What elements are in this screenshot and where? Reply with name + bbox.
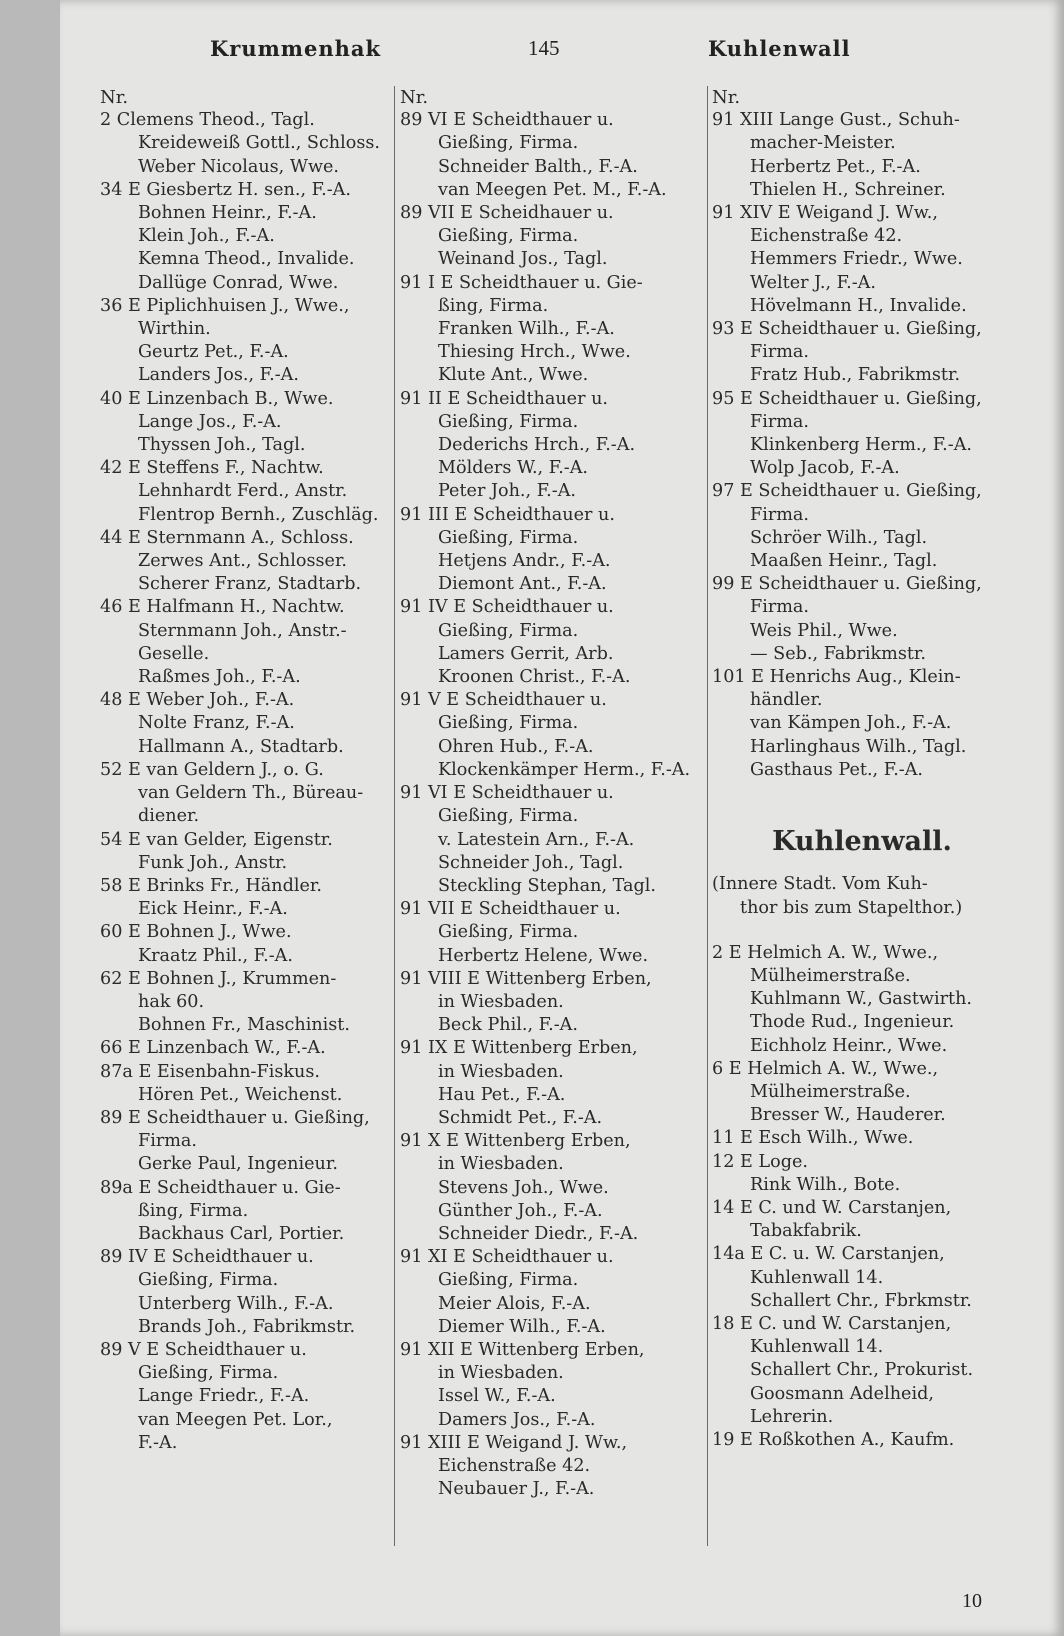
entry-continuation-line: Thyssen Joh., Tagl. bbox=[138, 435, 306, 456]
entry-continuation-line: Lange Jos., F.-A. bbox=[138, 411, 282, 432]
entry-continuation-line: Beck Phil., F.-A. bbox=[438, 1015, 578, 1036]
entry-line: 52 E van Geldern J., o. G. bbox=[100, 759, 324, 780]
entry-continuation-line: Herbertz Helene, Wwe. bbox=[438, 945, 649, 966]
entry-continuation-line: Gießing, Firma. bbox=[438, 620, 579, 641]
entry-line: 91 IX E Wittenberg Erben, bbox=[400, 1038, 638, 1059]
column-3-entries bbox=[712, 109, 1012, 782]
entry-line: 91 X E Wittenberg Erben, bbox=[400, 1131, 631, 1152]
entry-continuation-line: Mülheimerstraße. bbox=[750, 965, 911, 986]
entry-continuation-line: Kroonen Christ., F.-A. bbox=[438, 667, 631, 688]
entry-line: 95 E Scheidthauer u. Gießing, bbox=[712, 388, 982, 409]
entry-continuation-line: ßing, Firma. bbox=[438, 295, 549, 316]
entry-continuation-line: Rink Wilh., Bote. bbox=[750, 1174, 901, 1195]
entry-continuation-line: Lehrerin. bbox=[750, 1406, 834, 1427]
entry-line: 11 E Esch Wilh., Wwe. bbox=[712, 1128, 914, 1149]
entry-continuation-line: Weis Phil., Wwe. bbox=[750, 620, 898, 641]
entry-continuation-line: Ohren Hub., F.-A. bbox=[438, 736, 594, 757]
entry-continuation-line: Hören Pet., Weichenst. bbox=[138, 1084, 343, 1105]
entry-line: 91 VII E Scheidthauer u. bbox=[400, 899, 621, 920]
entry-continuation-line: Hau Pet., F.-A. bbox=[438, 1084, 566, 1105]
entry-line: 91 VI E Scheidthauer u. bbox=[400, 783, 614, 804]
entry-continuation-line: Weinand Jos., Tagl. bbox=[438, 249, 608, 270]
entry-continuation-line: Hallmann A., Stadtarb. bbox=[138, 736, 344, 757]
entry-continuation-line: Eick Heinr., F.-A. bbox=[138, 899, 288, 920]
entry-continuation-line: Thiesing Hrch., Wwe. bbox=[438, 342, 631, 363]
entry-continuation-line: in Wiesbaden. bbox=[438, 1363, 564, 1384]
entry-continuation-line: Kuhlenwall 14. bbox=[750, 1337, 884, 1358]
entry-continuation-line: Klinkenberg Herm., F.-A. bbox=[750, 435, 972, 456]
entry-continuation-line: Tabakfabrik. bbox=[750, 1221, 862, 1242]
entry-continuation-line: Bresser W., Hauderer. bbox=[750, 1105, 946, 1126]
entry-continuation-line: Lamers Gerrit, Arb. bbox=[438, 643, 614, 664]
entry-continuation-line: Gießing, Firma. bbox=[138, 1270, 279, 1291]
column-2 bbox=[400, 86, 702, 1501]
entry-line: 91 XIII Lange Gust., Schuh- bbox=[712, 110, 960, 131]
entry-continuation-line: macher-Meister. bbox=[750, 133, 896, 154]
entry-line: 101 E Henrichs Aug., Klein- bbox=[712, 667, 961, 688]
entry-continuation-line: Schallert Chr., Fbrkmstr. bbox=[750, 1290, 972, 1311]
entry-line: 91 XIII E Weigand J. Ww., bbox=[400, 1432, 628, 1453]
entry-continuation-line: Diemont Ant., F.-A. bbox=[438, 574, 607, 595]
entry-line: 36 E Piplichhuisen J., Wwe., bbox=[100, 295, 350, 316]
entry-line: 91 I E Scheidthauer u. Gie- bbox=[400, 272, 643, 293]
entry-continuation-line: Mölders W., F.-A. bbox=[438, 458, 589, 479]
entry-continuation-line: Wirthin. bbox=[138, 319, 211, 340]
entry-line: 19 E Roßkothen A., Kaufm. bbox=[712, 1429, 955, 1450]
entry-continuation-line: Klute Ant., Wwe. bbox=[438, 365, 589, 386]
entry-line: 91 XII E Wittenberg Erben, bbox=[400, 1339, 645, 1360]
entry-continuation-line: Meier Alois, F.-A. bbox=[438, 1293, 591, 1314]
entry-continuation-line: Geselle. bbox=[138, 643, 210, 664]
entry-continuation-line: Hemmers Friedr., Wwe. bbox=[750, 249, 963, 270]
entry-continuation-line: — Seb., Fabrikmstr. bbox=[750, 643, 927, 664]
entry-line: 48 E Weber Joh., F.-A. bbox=[100, 690, 295, 711]
entry-continuation-line: Unterberg Wilh., F.-A. bbox=[138, 1293, 334, 1314]
entry-line: 91 V E Scheidthauer u. bbox=[400, 690, 607, 711]
entry-line: 97 E Scheidthauer u. Gießing, bbox=[712, 481, 982, 502]
entry-continuation-line: Firma. bbox=[750, 504, 810, 525]
entry-continuation-line: in Wiesbaden. bbox=[438, 991, 564, 1012]
running-head-right: Kuhlenwall bbox=[708, 36, 851, 61]
entry-continuation-line: Eichenstraße 42. bbox=[438, 1455, 591, 1476]
entry-continuation-line: van Geldern Th., Büreau- bbox=[138, 783, 364, 804]
entry-continuation-line: Dederichs Hrch., F.-A. bbox=[438, 435, 636, 456]
entry-continuation-line: Schröer Wilh., Tagl. bbox=[750, 527, 928, 548]
entry-continuation-line: Eichholz Heinr., Wwe. bbox=[750, 1035, 948, 1056]
entry-continuation-line: Gießing, Firma. bbox=[438, 133, 579, 154]
entry-continuation-line: Raßmes Joh., F.-A. bbox=[138, 667, 301, 688]
entry-line: 91 VIII E Wittenberg Erben, bbox=[400, 968, 652, 989]
entry-continuation-line: Thielen H., Schreiner. bbox=[750, 179, 946, 200]
entry-line: 62 E Bohnen J., Krummen- bbox=[100, 968, 337, 989]
column-rule-2 bbox=[707, 86, 708, 1546]
entry-line: 12 E Loge. bbox=[712, 1151, 808, 1172]
entry-continuation-line: Thode Rud., Ingenieur. bbox=[750, 1012, 955, 1033]
entry-continuation-line: Gießing, Firma. bbox=[438, 226, 579, 247]
entry-continuation-line: Franken Wilh., F.-A. bbox=[438, 319, 615, 340]
entry-continuation-line: Herbertz Pet., F.-A. bbox=[750, 156, 921, 177]
entry-line: 66 E Linzenbach W., F.-A. bbox=[100, 1038, 326, 1059]
entry-continuation-line: Dallüge Conrad, Wwe. bbox=[138, 272, 339, 293]
entry-continuation-line: hak 60. bbox=[138, 991, 205, 1012]
entry-continuation-line: Maaßen Heinr., Tagl. bbox=[750, 551, 938, 572]
entry-continuation-line: Goosmann Adelheid, bbox=[750, 1383, 934, 1404]
entry-continuation-line: F.-A. bbox=[138, 1432, 178, 1453]
kuhlenwall-entries bbox=[712, 942, 1012, 1452]
entry-continuation-line: Funk Joh., Anstr. bbox=[138, 852, 288, 873]
entry-line: 89 E Scheidthauer u. Gießing, bbox=[100, 1107, 370, 1128]
entry-line: 40 E Linzenbach B., Wwe. bbox=[100, 388, 334, 409]
entry-continuation-line: Kreideweiß Gottl., Schloss. bbox=[138, 133, 381, 154]
entry-line: 91 II E Scheidthauer u. bbox=[400, 388, 609, 409]
section-note-line: thor bis zum Stapelthor.) bbox=[740, 897, 963, 918]
entry-continuation-line: Klockenkämper Herm., F.-A. bbox=[438, 759, 691, 780]
entry-continuation-line: Flentrop Bernh., Zuschläg. bbox=[138, 504, 379, 525]
entry-line: 89 V E Scheidthauer u. bbox=[100, 1339, 307, 1360]
entry-line: 54 E van Gelder, Eigenstr. bbox=[100, 829, 333, 850]
entry-line: 87a E Eisenbahn-Fiskus. bbox=[100, 1061, 320, 1082]
entry-continuation-line: Issel W., F.-A. bbox=[438, 1386, 556, 1407]
entry-continuation-line: Sternmann Joh., Anstr.- bbox=[138, 620, 347, 641]
entry-continuation-line: Hövelmann H., Invalide. bbox=[750, 295, 967, 316]
column-3 bbox=[712, 86, 1012, 1452]
entry-continuation-line: Kraatz Phil., F.-A. bbox=[138, 945, 293, 966]
entry-continuation-line: Klein Joh., F.-A. bbox=[138, 226, 275, 247]
entry-continuation-line: Günther Joh., F.-A. bbox=[438, 1200, 603, 1221]
entry-continuation-line: Harlinghaus Wilh., Tagl. bbox=[750, 736, 967, 757]
entry-line: 34 E Giesbertz H. sen., F.-A. bbox=[100, 179, 351, 200]
entry-continuation-line: Firma. bbox=[750, 411, 810, 432]
entry-continuation-line: Lange Friedr., F.-A. bbox=[138, 1386, 310, 1407]
entry-continuation-line: Schneider Balth., F.-A. bbox=[438, 156, 638, 177]
entry-continuation-line: Hetjens Andr., F.-A. bbox=[438, 551, 611, 572]
entry-continuation-line: Wolp Jacob, F.-A. bbox=[750, 458, 900, 479]
entry-continuation-line: Neubauer J., F.-A. bbox=[438, 1479, 595, 1500]
entry-continuation-line: Schmidt Pet., F.-A. bbox=[438, 1107, 603, 1128]
entry-continuation-line: Nolte Franz, F.-A. bbox=[138, 713, 295, 734]
entry-continuation-line: Bohnen Heinr., F.-A. bbox=[138, 203, 317, 224]
entry-continuation-line: Schallert Chr., Prokurist. bbox=[750, 1360, 974, 1381]
page-number: 145 bbox=[528, 36, 560, 60]
entry-continuation-line: Kuhlenwall 14. bbox=[750, 1267, 884, 1288]
entry-continuation-line: Gasthaus Pet., F.-A. bbox=[750, 759, 924, 780]
entry-continuation-line: Geurtz Pet., F.-A. bbox=[138, 342, 289, 363]
entry-line: 14 E C. und W. Carstanjen, bbox=[712, 1197, 952, 1218]
entry-continuation-line: Schneider Diedr., F.-A. bbox=[438, 1223, 639, 1244]
entry-line: 89 VI E Scheidthauer u. bbox=[400, 110, 614, 131]
entry-line: 91 IV E Scheidthauer u. bbox=[400, 597, 614, 618]
entry-continuation-line: händler. bbox=[750, 690, 823, 711]
entry-line: 14a E C. u. W. Carstanjen, bbox=[712, 1244, 945, 1265]
entry-continuation-line: Lehnhardt Ferd., Anstr. bbox=[138, 481, 348, 502]
entry-continuation-line: Gießing, Firma. bbox=[138, 1363, 279, 1384]
entry-line: 44 E Sternmann A., Schloss. bbox=[100, 527, 354, 548]
entry-continuation-line: Schneider Joh., Tagl. bbox=[438, 852, 624, 873]
entry-continuation-line: v. Latestein Arn., F.-A. bbox=[438, 829, 635, 850]
section-title: Kuhlenwall. bbox=[772, 826, 952, 858]
entry-line: 89a E Scheidthauer u. Gie- bbox=[100, 1177, 341, 1198]
entry-continuation-line: Landers Jos., F.-A. bbox=[138, 365, 299, 386]
entry-continuation-line: Gießing, Firma. bbox=[438, 527, 579, 548]
entry-continuation-line: Diemer Wilh., F.-A. bbox=[438, 1316, 606, 1337]
entry-continuation-line: Weber Nicolaus, Wwe. bbox=[138, 156, 340, 177]
entry-continuation-line: Firma. bbox=[138, 1131, 198, 1152]
entry-line: 91 XIV E Weigand J. Ww., bbox=[712, 203, 938, 224]
entry-continuation-line: Firma. bbox=[750, 342, 810, 363]
nr-label: Nr. bbox=[100, 87, 129, 108]
column-1 bbox=[100, 86, 390, 1455]
entry-continuation-line: ßing, Firma. bbox=[138, 1200, 249, 1221]
entry-continuation-line: Zerwes Ant., Schlosser. bbox=[138, 551, 348, 572]
column-rule-1 bbox=[394, 86, 395, 1546]
entry-continuation-line: Brands Joh., Fabrikmstr. bbox=[138, 1316, 356, 1337]
running-head-left: Krummenhak bbox=[210, 36, 382, 61]
entry-continuation-line: van Meegen Pet. Lor., bbox=[138, 1409, 333, 1430]
entry-continuation-line: Gerke Paul, Ingenieur. bbox=[138, 1154, 338, 1175]
entry-line: 93 E Scheidthauer u. Gießing, bbox=[712, 319, 982, 340]
nr-label: Nr. bbox=[400, 87, 429, 108]
entry-continuation-line: Damers Jos., F.-A. bbox=[438, 1409, 596, 1430]
sheet-number: 10 bbox=[962, 1590, 982, 1612]
entry-continuation-line: in Wiesbaden. bbox=[438, 1154, 564, 1175]
entry-continuation-line: Gießing, Firma. bbox=[438, 922, 579, 943]
entry-continuation-line: Kuhlmann W., Gastwirth. bbox=[750, 989, 972, 1010]
entry-continuation-line: Kemna Theod., Invalide. bbox=[138, 249, 355, 270]
entry-line: 6 E Helmich A. W., Wwe., bbox=[712, 1058, 939, 1079]
section-note-line: (Innere Stadt. Vom Kuh- bbox=[712, 874, 928, 895]
entry-line: 18 E C. und W. Carstanjen, bbox=[712, 1313, 952, 1334]
entry-continuation-line: diener. bbox=[138, 806, 200, 827]
entry-line: 99 E Scheidthauer u. Gießing, bbox=[712, 574, 982, 595]
entry-continuation-line: Gießing, Firma. bbox=[438, 806, 579, 827]
entry-line: 91 III E Scheidthauer u. bbox=[400, 504, 615, 525]
entry-line: 89 VII E Scheidhauer u. bbox=[400, 203, 614, 224]
entry-continuation-line: van Kämpen Joh., F.-A. bbox=[750, 713, 952, 734]
entry-continuation-line: Firma. bbox=[750, 597, 810, 618]
entry-continuation-line: Gießing, Firma. bbox=[438, 713, 579, 734]
entry-continuation-line: Fratz Hub., Fabrikmstr. bbox=[750, 365, 961, 386]
entry-continuation-line: Stevens Joh., Wwe. bbox=[438, 1177, 609, 1198]
entry-line: 91 XI E Scheidthauer u. bbox=[400, 1247, 614, 1268]
entry-continuation-line: Gießing, Firma. bbox=[438, 1270, 579, 1291]
entry-line: 2 Clemens Theod., Tagl. bbox=[100, 110, 315, 131]
entry-line: 46 E Halfmann H., Nachtw. bbox=[100, 597, 345, 618]
entry-continuation-line: Mülheimerstraße. bbox=[750, 1081, 911, 1102]
entry-continuation-line: Eichenstraße 42. bbox=[750, 226, 903, 247]
entry-continuation-line: Gießing, Firma. bbox=[438, 411, 579, 432]
nr-label: Nr. bbox=[712, 87, 741, 108]
entry-line: 42 E Steffens F., Nachtw. bbox=[100, 458, 324, 479]
entry-line: 60 E Bohnen J., Wwe. bbox=[100, 922, 292, 943]
column-2-entries bbox=[400, 109, 702, 1501]
entry-line: 2 E Helmich A. W., Wwe., bbox=[712, 942, 939, 963]
entry-continuation-line: Backhaus Carl, Portier. bbox=[138, 1223, 345, 1244]
entry-line: 58 E Brinks Fr., Händler. bbox=[100, 875, 322, 896]
entry-continuation-line: Bohnen Fr., Maschinist. bbox=[138, 1015, 350, 1036]
entry-continuation-line: Steckling Stephan, Tagl. bbox=[438, 875, 656, 896]
entry-continuation-line: Peter Joh., F.-A. bbox=[438, 481, 576, 502]
entry-continuation-line: van Meegen Pet. M., F.-A. bbox=[438, 179, 667, 200]
entry-continuation-line: in Wiesbaden. bbox=[438, 1061, 564, 1082]
entry-continuation-line: Scherer Franz, Stadtarb. bbox=[138, 574, 362, 595]
column-1-entries bbox=[100, 109, 390, 1455]
entry-continuation-line: Welter J., F.-A. bbox=[750, 272, 876, 293]
entry-line: 89 IV E Scheidthauer u. bbox=[100, 1247, 314, 1268]
